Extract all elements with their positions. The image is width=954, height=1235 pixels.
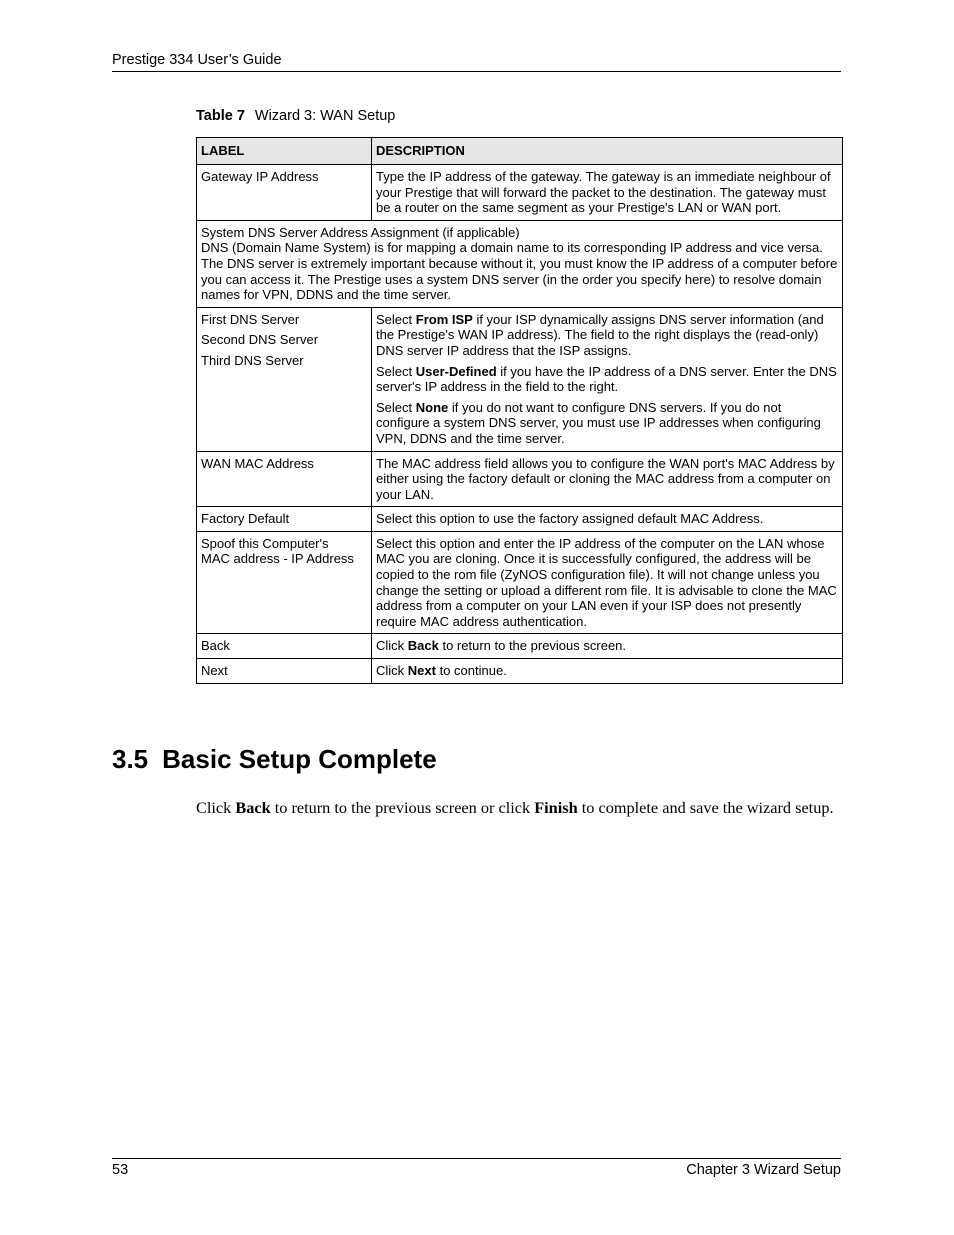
table-row	[197, 507, 843, 532]
third-dns-label: Third DNS Server	[201, 352, 304, 368]
dns-section-title: System DNS Server Address Assignment (if applicable)	[201, 224, 520, 240]
guide-title: Prestige 334 User’s Guide	[112, 52, 282, 68]
row-label: Next	[197, 659, 372, 684]
label-column-header: LABEL	[197, 138, 372, 165]
first-dns-label: First DNS Server	[201, 311, 300, 327]
row-description: Click Back to return to the previous screen.	[372, 634, 843, 659]
row-description	[372, 307, 843, 451]
section-paragraph: Click Back to return to the previous screen or click Finish to complete and save the wizard setup.	[196, 798, 834, 817]
description-column-header: DESCRIPTION	[372, 138, 843, 165]
row-label	[197, 307, 372, 451]
table-row	[197, 634, 843, 659]
from-isp-paragraph: Select From ISP if your ISP dynamically assigns DNS server information (and the Prestige's WAN IP address). The field to the right displays the (read-only) DNS server IP address that the ISP assigns.	[376, 311, 824, 358]
chapter-title: Chapter 3 Wizard Setup	[686, 1162, 841, 1178]
row-description: The MAC address field allows you to configure the WAN port's MAC Address by either using the factory default or cloning the MAC address from a computer on your LAN.	[372, 451, 843, 507]
page-number: 53	[112, 1162, 129, 1178]
table-number: Table 7	[196, 108, 245, 124]
dns-section-text: DNS (Domain Name System) is for mapping a domain name to its corresponding IP address and vice versa. The DNS server is extremely important because without it, you must know the IP address of a computer before you can access it. The Prestige uses a system DNS server (in the order you specify here) to resolve domain names for VPN, DDNS and the time server.	[201, 240, 838, 303]
row-description: Click Next to continue.	[372, 659, 843, 684]
table-row	[197, 165, 843, 221]
wan-setup-table	[196, 137, 843, 684]
table-caption	[196, 108, 395, 124]
row-description: Select this option to use the factory assigned default MAC Address.	[372, 507, 843, 532]
row-label: WAN MAC Address	[197, 451, 372, 507]
row-label: Factory Default	[197, 507, 372, 532]
table-row	[197, 531, 843, 634]
table-row	[197, 307, 843, 451]
section-heading	[112, 744, 437, 775]
table-header-row	[197, 138, 843, 165]
user-defined-paragraph: Select User-Defined if you have the IP address of a DNS server. Enter the DNS server's IP address in the field to the right.	[376, 363, 837, 395]
table-row	[197, 451, 843, 507]
page-header	[112, 52, 841, 72]
section-title: Basic Setup Complete	[162, 744, 437, 774]
section-number: 3.5	[112, 744, 149, 774]
row-description: Type the IP address of the gateway. The gateway is an immediate neighbour of your Prestige that will forward the packet to the destination. The gateway must be a router on the same segment as your Prestige's LAN or WAN port.	[372, 165, 843, 221]
dns-section-cell	[197, 220, 843, 307]
row-description: Select this option and enter the IP address of the computer on the LAN whose MAC you are cloning. Once it is successfully configured, the address will be copied to the rom file (ZyNOS configuration file). It will not change unless you change the setting or upload a different rom file. It is advisable to clone the MAC address from a computer on your LAN even if your ISP does not presently require MAC address authentication.	[372, 531, 843, 634]
table-row	[197, 659, 843, 684]
row-label: Gateway IP Address	[197, 165, 372, 221]
row-label: Spoof this Computer's MAC address - IP Address	[197, 531, 372, 634]
table-row	[197, 220, 843, 307]
none-paragraph: Select None if you do not want to configure DNS servers. If you do not configure a system DNS server, you must use IP addresses when configuring VPN, DDNS and the time server.	[376, 399, 821, 446]
second-dns-label: Second DNS Server	[201, 332, 319, 348]
row-label: Back	[197, 634, 372, 659]
page-footer	[112, 1158, 841, 1178]
table-title: Wizard 3: WAN Setup	[254, 108, 396, 124]
